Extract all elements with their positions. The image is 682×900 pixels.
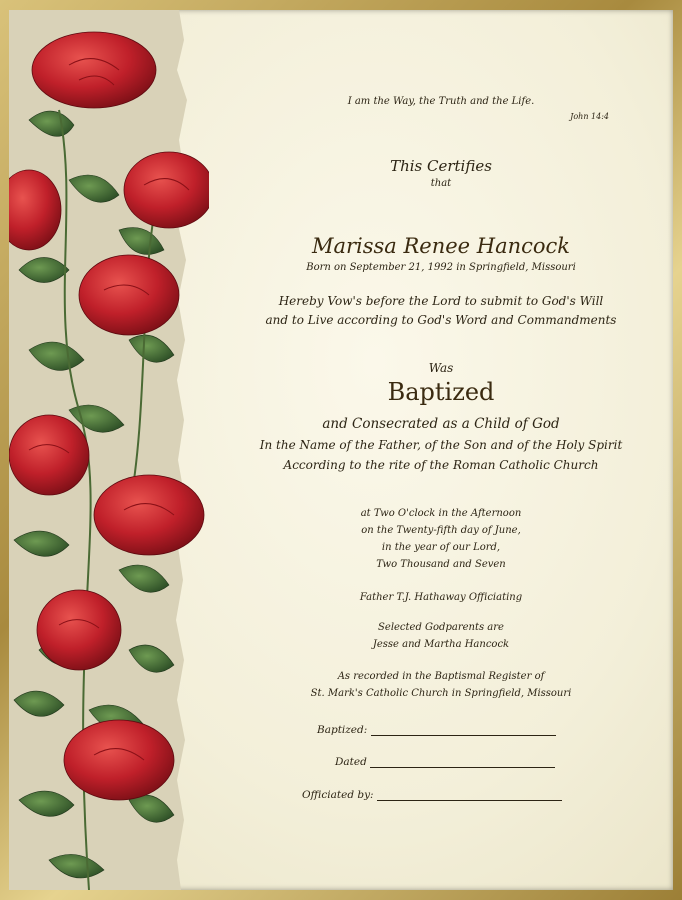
vow-line-2: and to Live according to God's Word and Commandments bbox=[265, 313, 617, 327]
trinity-text: In the Name of the Father, of the Son and of the Holy Spirit bbox=[259, 438, 623, 452]
recipient-name: Marissa Renee Hancock bbox=[311, 234, 571, 258]
scripture-reference: John 14:4 bbox=[570, 112, 609, 121]
scripture-verse: I am the Way, the Truth and the Life. bbox=[347, 96, 535, 107]
rose-border-illustration bbox=[9, 10, 209, 890]
officiated-signature-row bbox=[302, 789, 582, 801]
register-line-1: As recorded in the Baptismal Register of bbox=[337, 671, 545, 682]
consecrated-text: and Consecrated as a Child of God bbox=[322, 416, 560, 432]
ceremony-year: Two Thousand and Seven bbox=[376, 559, 506, 570]
that-text: that bbox=[430, 178, 452, 189]
ceremony-year-of: in the year of our Lord, bbox=[381, 542, 501, 553]
officiated-signature-line[interactable] bbox=[377, 790, 562, 801]
this-certifies-heading: This Certifies bbox=[390, 157, 492, 175]
dated-signature-line[interactable] bbox=[370, 757, 555, 768]
birth-info: Born on September 21, 1992 in Springfield, Missouri bbox=[306, 262, 576, 273]
baptized-signature-line[interactable] bbox=[371, 725, 556, 736]
certificate-text-area bbox=[209, 10, 673, 890]
officiant: Father T.J. Hathaway Officiating bbox=[359, 592, 523, 603]
officiated-signature-label: Officiated by: bbox=[302, 789, 374, 801]
godparents-label: Selected Godparents are bbox=[378, 622, 504, 633]
ceremony-day: on the Twenty-fifth day of June, bbox=[361, 525, 521, 536]
vow-line-1: Hereby Vow's before the Lord to submit to God's Will bbox=[278, 294, 604, 308]
baptized-heading: Baptized bbox=[387, 378, 495, 406]
dated-signature-row bbox=[335, 756, 595, 768]
baptized-signature-row bbox=[317, 724, 577, 736]
register-line-2: St. Mark's Catholic Church in Springfield, Missouri bbox=[310, 688, 572, 699]
was-text: Was bbox=[428, 361, 454, 375]
ceremony-time: at Two O'clock in the Afternoon bbox=[360, 508, 522, 519]
certificate-paper bbox=[9, 10, 673, 890]
rite-text: According to the rite of the Roman Catholic Church bbox=[283, 458, 599, 472]
dated-signature-label: Dated bbox=[335, 756, 367, 768]
godparents-names: Jesse and Martha Hancock bbox=[372, 639, 510, 650]
baptized-signature-label: Baptized: bbox=[317, 724, 368, 736]
